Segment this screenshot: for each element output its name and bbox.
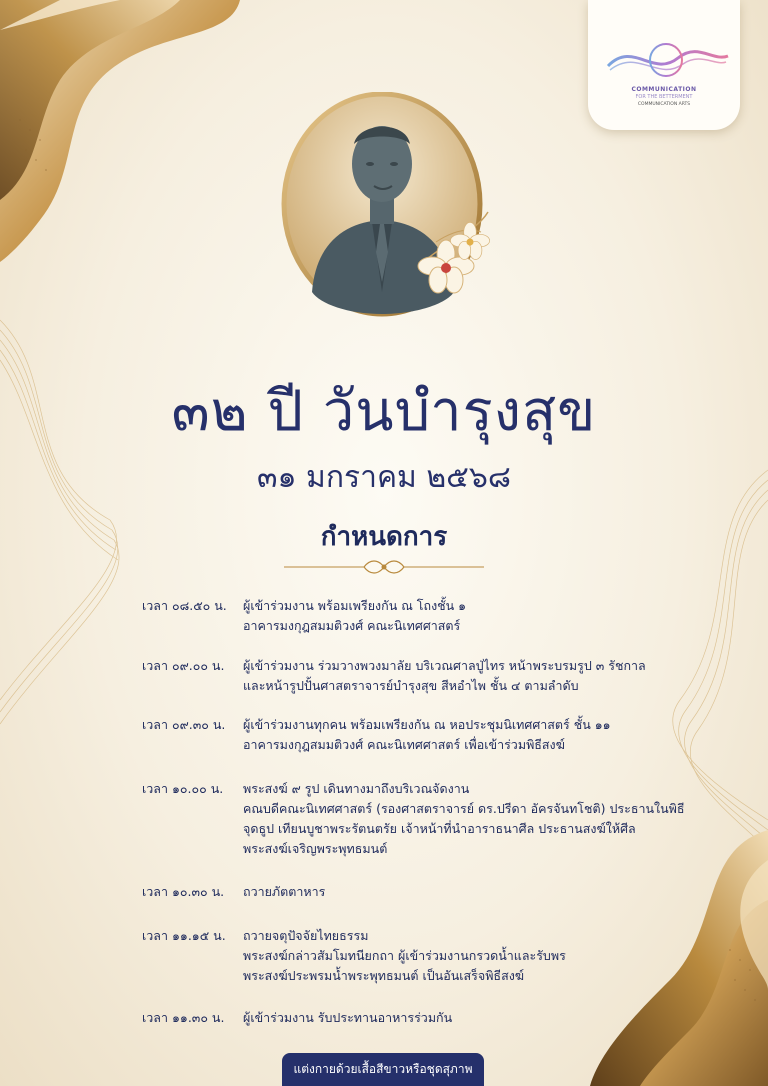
schedule-line: ผู้เข้าร่วมงาน พร้อมเพรียงกัน ณ โถงชั้น ๑ (243, 598, 467, 613)
schedule-line: อาคารมงกุฎสมมติวงศ์ คณะนิเทศศาสตร์ (243, 618, 461, 633)
schedule-details (243, 1008, 713, 1028)
schedule-time: เวลา ๑๑.๑๕ น. (142, 928, 226, 943)
schedule-time: เวลา ๑๐.๐๐ น. (142, 781, 224, 796)
schedule-details (243, 779, 713, 859)
schedule-time: เวลา ๐๙.๐๐ น. (142, 658, 225, 673)
schedule-details (243, 926, 713, 986)
event-title: ๓๒ ปี วันบำรุงสุข (171, 379, 597, 444)
schedule-details (243, 715, 713, 755)
schedule-time: เวลา ๐๙.๓๐ น. (142, 717, 226, 732)
logo-line1: COMMUNICATION (631, 86, 697, 93)
schedule-line: พระสงฆ์ประพรมน้ำพระพุทธมนต์ เป็นอันเสร็จพิธีสงฆ์ (243, 968, 525, 983)
schedule-time: เวลา ๑๐.๓๐ น. (142, 884, 225, 899)
schedule-heading: กำหนดการ (320, 522, 448, 552)
schedule-line: จุดธูป เทียนบูชาพระรัตนตรัย เจ้าหน้าที่นำอาราธนาศีล ประธานสงฆ์ให้ศีล (243, 821, 636, 836)
schedule-details (243, 656, 713, 696)
schedule-line: และหน้ารูปปั้นศาสตราจารย์บำรุงสุข สีหอำไพ ชั้น ๔ ตามลำดับ (243, 678, 579, 693)
communication-wave-logo-icon (588, 0, 740, 86)
logo-line3: COMMUNICATION ARTS (637, 102, 691, 107)
schedule-line: พระสงฆ์ ๙ รูป เดินทางมาถึงบริเวณจัดงาน (243, 781, 470, 796)
schedule-line: ผู้เข้าร่วมงาน ร่วมวางพวงมาลัย บริเวณศาลปู่ไทร หน้าพระบรมรูป ๓ รัชกาล (243, 658, 646, 673)
schedule-line: พระสงฆ์เจริญพระพุทธมนต์ (243, 841, 388, 856)
schedule-line: ผู้เข้าร่วมงาน รับประทานอาหารร่วมกัน (243, 1010, 453, 1025)
schedule-line: ถวายภัตตาหาร (243, 884, 326, 899)
schedule-details (243, 882, 713, 902)
schedule-time: เวลา ๑๑.๓๐ น. (142, 1010, 225, 1025)
schedule-details (243, 596, 713, 636)
divider-ornament-icon (284, 556, 484, 578)
statue-bust-portrait-icon (276, 92, 492, 322)
schedule-line: ถวายจตุปัจจัยไทยธรรม (243, 928, 369, 943)
logo-card (588, 0, 740, 130)
event-date: ๓๑ มกราคม ๒๕๖๘ (256, 460, 512, 495)
schedule-time: เวลา ๐๘.๕๐ น. (142, 598, 227, 613)
logo-line2: FOR THE BETTERMENT (635, 94, 693, 100)
schedule-line: พระสงฆ์กล่าวสัมโมทนียกถา ผู้เข้าร่วมงานกรวดน้ำและรับพร (243, 948, 566, 963)
schedule-line: ผู้เข้าร่วมงานทุกคน พร้อมเพรียงกัน ณ หอประชุมนิเทศศาสตร์ ชั้น ๑๑ (243, 717, 611, 732)
dress-code-banner: แต่งกายด้วยเสื้อสีขาวหรือชุดสุภาพ (282, 1053, 484, 1086)
schedule-line: คณบดีคณะนิเทศศาสตร์ (รองศาสตราจารย์ ดร.ปรีดา อัครจันทโชติ) ประธานในพิธี (243, 801, 685, 816)
schedule-line: อาคารมงกุฎสมมติวงศ์ คณะนิเทศศาสตร์ เพื่อเข้าร่วมพิธีสงฆ์ (243, 737, 565, 752)
